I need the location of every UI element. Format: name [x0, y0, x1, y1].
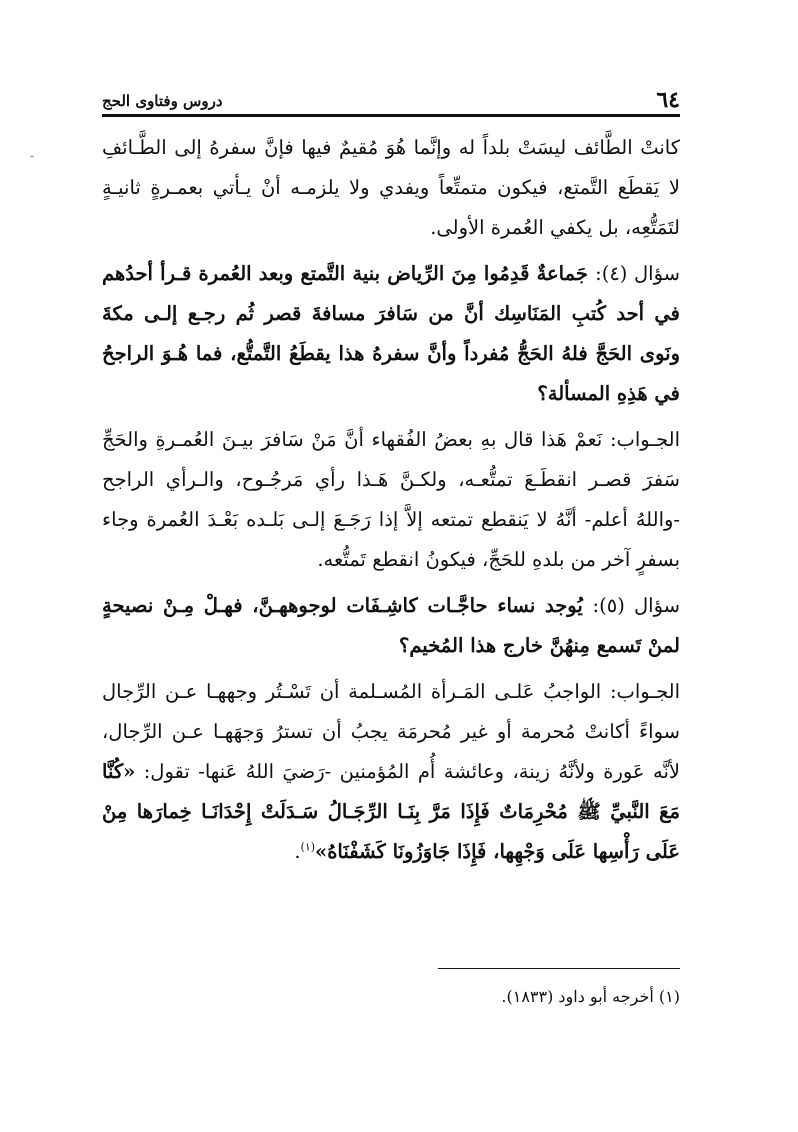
question-text: جَماعةٌ قَدِمُوا مِنَ الرِّياض بنية التَّمتع وبعد العُمرة قـرأ أحدُهم في أحد كُتبِ المَنَاسِك أنَّ من سَافرَ مسافةَ قصر ثُم رجـع إلـى مكةَ ونَوى الحَجَّ فلهُ الحَجُّ مُفرداً وأنَّ سفرهُ هذا يقطَعُ التَّمتُّع، فما هُـوَ الراجحُ في هَذِهِ المسألة؟: [102, 262, 680, 405]
question-text: يُوجد نساء حاجَّـات كاشِـفَات لوجوههـنَّ، فهـلْ مِـنْ نصيحةٍ لمنْ تَسمع مِنهُنَّ خارج هذا المُخيم؟: [102, 594, 680, 657]
hadith-quote: «كُنَّا مَعَ النَّبيِّ ﷺ مُحْرِمَاتٌ فَإِذَا مَرَّ بِنَـا الرِّجَـالُ سَـدَلَتْ إِحْدَانَـا خِمارَها مِنْ عَلَى رَأْسِها عَلَى وَجْهِها، فَإِذَا جَاوَزُونَا كَشَفْنَاهُ»: [102, 760, 680, 863]
page-header: [102, 86, 680, 117]
sentence-end: .: [294, 840, 301, 863]
answer-label: الجـواب:: [609, 680, 681, 703]
page-body: [102, 128, 680, 878]
answer-label: الجـواب:: [609, 428, 681, 451]
footnote-marker[interactable]: (١): [300, 840, 316, 854]
paragraph-answer-continuation: [102, 128, 680, 248]
answer-text: الواجبُ عَلـى المَـرأة المُسـلمة أن تَسْـتُر وجههـا عـن الرِّجال سواءً أكانتْ مُحرمة أو غير مُحرمَة يجبُ أن تسترُ وَجهَهـا عـن الرِّجال، لأنَّه عَورة ولأنَّهُ زينة، وعائشة أُم المُؤمنين -رَضيَ اللهُ عَنها- تقول:: [102, 680, 681, 783]
footnote-number: (١): [658, 987, 680, 1006]
question-label: سؤال (٤):: [595, 262, 680, 285]
answer-text: نَعمْ هَذا قال بهِ بعضُ الفُقهاء أنَّ مَنْ سَافرَ بيـنَ العُمـرةِ والحَجِّ سَفرَ قصـر انقطَـعَ تمتُّعـه، ولكـنَّ هَـذا رأي مَرجُـوح، والـرأي الراجح -واللهُ أعلم- أنَّهُ لا يَنقطع تمتعه إلاَّ إذا رَجَـعَ إلـى بَلـده بَعْـدَ العُمرة وجاء بسفرٍ آخر من بلدهِ للحَجِّ، فيكونُ انقطع تَمتُّعه.: [102, 428, 680, 571]
footnote: [102, 984, 680, 1010]
question-4: [102, 254, 680, 414]
paragraph-text: كانتْ الطَّائف ليسَتْ بلداً له وإنَّما هُوَ مُقيمٌ فيها فإنَّ سفرهُ إلى الطَّـائفِ لا يَقطَع التَّمتع، فيكون متمتِّعاً ويفدي ولا يلزمـه أنْ يـأتي بعمـرةٍ ثانيـةٍ لتَمَتُّعِه، بل يكفي العُمرة الأولى.: [102, 136, 680, 239]
question-label: سؤال (٥):: [592, 594, 680, 617]
footnote-divider: [438, 968, 680, 969]
footnote-text: أخرجه أبو داود (١٨٣٣).: [501, 987, 654, 1006]
scan-speck: [30, 156, 34, 157]
answer-5: [102, 672, 680, 872]
answer-4: [102, 420, 680, 580]
running-title: دروس وفتاوى الحج: [102, 92, 223, 110]
question-5: [102, 586, 680, 666]
page-number: ٦٤: [656, 87, 680, 113]
